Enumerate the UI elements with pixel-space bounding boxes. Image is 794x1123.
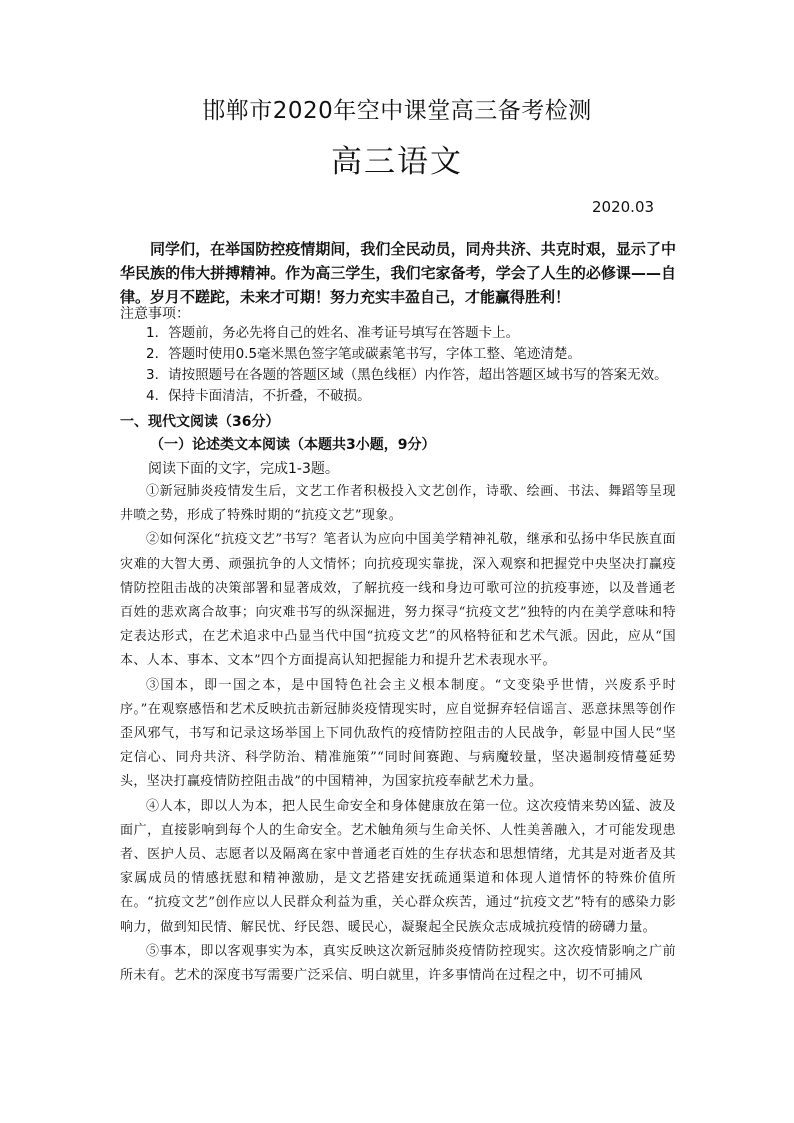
reading-instruction: 阅读下面的文字，完成1-3题。 [148, 461, 339, 477]
notice-item: 3．请按照题号在各题的答题区域（黑色线框）内作答，超出答题区域书写的答案无效。 [146, 367, 668, 383]
article-paragraph: ④人本，即以人为本，把人民生命安全和身体健康放在第一位。这次疫情来势凶猛、波及面广，直接影响到每个人的生命安全。艺术触角须与生命关怀、人性美善融入，才可能发现患者、医护人员、志愿者以及隔离在家中普通老百姓的生存状态和思想情绪，尤其是对逝者及其家属成员的情感抚慰和精神激励，是文艺搭建安抚疏通渠道和体现人道情怀的特殊价值所在。“抗疫文艺”创作应以人民群众利益为重，关心群众疾苦，通过“抗疫文艺”特有的感染力影响力，做到知民情、解民忧、纾民怨、暖民心，凝聚起全民族众志成城抗疫情的磅礴力量。 [120, 798, 676, 935]
subject-title: 高三语文 [331, 144, 463, 180]
notice-heading: 注意事项： [120, 306, 190, 322]
notice-item: 1．答题前，务必先将自己的姓名、准考证号填写在答题卡上。 [146, 325, 520, 341]
intro-paragraph: 同学们，在举国防控疫情期间，我们全民动员，同舟共济、共克时艰，显示了中华民族的伟大拼搏精神。作为高三学生，我们宅家备考，学会了人生的必修课——自律。岁月不蹉跎，未来才可期！努力充实丰盈自己，才能赢得胜利！ [120, 240, 676, 306]
article-paragraph: ①新冠肺炎疫情发生后，文艺工作者积极投入文艺创作，诗歌、绘画、书法、舞蹈等呈现井喷之势，形成了特殊时期的“抗疫文艺”现象。 [120, 484, 676, 524]
article-paragraph: ⑤事本，即以客观事实为本，真实反映这次新冠肺炎疫情防控现实。这次疫情影响之广前所未有。艺术的深度书写需要广泛采信、明白就里，许多事情尚在过程之中，切不可捕风 [120, 943, 676, 984]
article-paragraph: ②如何深化“抗疫文艺”书写？笔者认为应向中国美学精神礼敬，继承和弘扬中华民族直面灾难的大智大勇、顽强抗争的人文情怀；向抗疫现实靠拢，深入观察和把握党中央坚决打赢疫情防控阻击战的决策部署和显著成效，了解抗疫一线和身边可歌可泣的抗疫事迹，以及普通老百姓的悲欢离合故事；向灾难书写的纵深掘进，努力探寻“抗疫文艺”独特的内在美学意味和特定表达形式，在艺术追求中凸显当代中国“抗疫文艺”的风格特征和艺术气派。因此，应从“国本、人本、事本、文本”四个方面提高认知把握能力和提升艺术表现水平。 [120, 532, 676, 669]
exam-title: 邯郸市2020年空中课堂高三备考检测 [202, 98, 592, 124]
notice-list [146, 323, 686, 407]
reading-article [120, 480, 676, 988]
exam-date: 2020.03 [592, 198, 655, 216]
section-heading: 一、现代文阅读（36分） [120, 414, 280, 430]
article-paragraph: ③国本，即一国之本，是中国特色社会主义根本制度。“文变染乎世情，兴废系乎时序。”在观察感悟和艺术反映抗击新冠肺炎疫情现实时，应自觉摒弃轻信谣言、恶意抹黑等创作歪风邪气，书写和记录这场举国上下同仇敌忾的疫情防控阻击的人民战争，彰显中国人民“坚定信心、同舟共济、科学防治、精准施策”“同时间赛跑、与病魔较量，坚决遏制疫情蔓延势头，坚决打赢疫情防控阻击战”的中国精神，为国家抗疫奉献艺术力量。 [120, 677, 676, 790]
subsection-heading: （一）论述类文本阅读（本题共3小题，9分） [150, 437, 436, 453]
notice-item: 2．答题时使用0.5毫米黑色签字笔或碳素笔书写，字体工整、笔迹清楚。 [146, 346, 582, 362]
notice-item: 4．保持卡面清洁，不折叠，不破损。 [146, 388, 371, 404]
